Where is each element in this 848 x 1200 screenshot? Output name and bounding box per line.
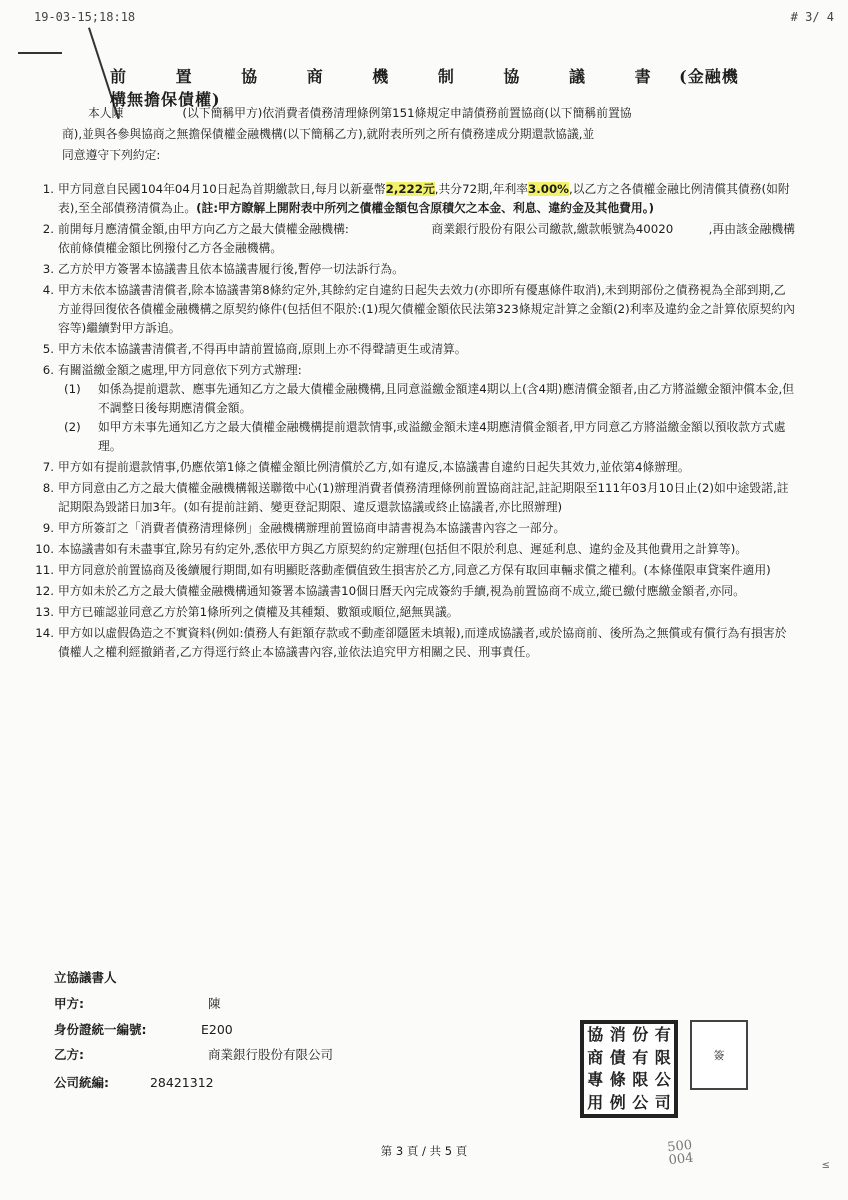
party-a-label: 甲方:: [54, 996, 84, 1011]
clause-7: [34, 458, 796, 477]
clause-number: 3.: [42, 262, 54, 276]
clause-text-part: ,以乙方之各債權金融比例清償其債務(如附表),至全部債務清償為止。: [58, 182, 790, 215]
scan-mark: [18, 52, 62, 54]
seal-char: 專: [587, 1070, 604, 1089]
clause-number: 8.: [42, 481, 54, 495]
bank-seal-stamp: [580, 1020, 678, 1118]
seal-char: 商: [587, 1047, 604, 1067]
seal-char: 限: [654, 1047, 671, 1067]
id-row: [54, 1020, 233, 1038]
clause-5: [34, 340, 796, 359]
party-a-value: 陳: [207, 996, 221, 1011]
party-a-row: [54, 994, 221, 1012]
id-label: 身份證統一編號:: [54, 1022, 147, 1037]
clause-text: 前開每月應清償金額,由甲方向乙方之最大債權金融機構: 商業銀行股份有限公司繳款,繳款帳號為40020 ,再由該金融機構依前條債權金額比例撥付乙方各金融機構。: [58, 222, 795, 255]
clause-6: [34, 361, 796, 456]
clause-number: 12.: [35, 584, 54, 598]
clause-8: [34, 479, 796, 517]
clause-text: 甲方已確認並同意乙方於第1條所列之債權及其種類、數額或順位,絕無異議。: [58, 605, 459, 619]
intro-paragraph: [62, 103, 792, 166]
seal-char: 公: [632, 1092, 649, 1112]
clause-13: [34, 603, 796, 622]
title-main: 前 置 協 商 機 制 協 議 書: [110, 67, 673, 86]
clause-number: 10.: [35, 542, 54, 556]
clause-text: 甲方未依本協議書清償者,不得再申請前置協商,原則上亦不得聲請更生或清算。: [58, 342, 467, 356]
clause-number: 14.: [35, 626, 54, 640]
seal-char: 債: [609, 1047, 626, 1067]
seal2-char: 簽: [713, 1049, 725, 1062]
subclause-number: (1): [64, 382, 81, 396]
seal-char: 公: [654, 1070, 671, 1089]
subclause: [64, 380, 796, 418]
clause-number: 9.: [42, 521, 54, 535]
clause-1: [34, 180, 796, 218]
party-b-value: 商業銀行股份有限公司: [207, 1047, 333, 1062]
subclause-text: 如係為提前還款、應事先通知乙方之最大債權金融機構,且同意溢繳金額達4期以上(含4期)應清償金額者,由乙方將溢繳金額沖償本金,但不調整日後每期應清償金額。: [98, 382, 795, 415]
clause-note: (註:甲方瞭解上開附表中所列之債權金額包含原積欠之本金、利息、違約金及其他費用。): [196, 201, 655, 215]
clause-body: [58, 361, 796, 456]
intro-line: 本人陳 (以下簡稱甲方)依消費者債務清理條例第151條規定申請債務前置協商(以下簡稱前置協: [88, 106, 632, 120]
company-id-value: 28421312: [149, 1075, 214, 1090]
clause-number: 6.: [42, 363, 54, 377]
seal-char: 條: [609, 1070, 626, 1089]
clause-number: 7.: [42, 460, 54, 474]
party-b-label: 乙方:: [54, 1047, 84, 1062]
clause-2: [34, 220, 796, 258]
clause-text: 甲方同意由乙方之最大債權金融機構報送聯徵中心(1)辦理消費者債務清理條例前置協商註記,註記期限至111年03月10日止(2)如中途毀諾,註記期限為毀諾日加3年。(如有提前註銷、變更登記期限、違反還款協議或終止協議者,亦比照辦理): [58, 481, 789, 514]
seal-char: 消: [609, 1025, 626, 1044]
seal-char: 份: [632, 1025, 649, 1044]
clause-text: 乙方於甲方簽署本協議書且依本協議書履行後,暫停一切法訴行為。: [58, 262, 404, 276]
seal-char: 有: [632, 1047, 649, 1067]
clause-text: 甲方同意於前置協商及後續履行期間,如有明顯貶落動產價值致生損害於乙方,同意乙方保有取回車輛求償之權利。(本條僅限車貸案件適用): [58, 563, 771, 577]
clause-text: 有關溢繳金額之處理,甲方同意依下列方式辦理:: [58, 363, 302, 377]
clause-number: 2.: [42, 222, 54, 236]
clause-12: [34, 582, 796, 601]
clause-number: 4.: [42, 283, 54, 297]
intro-line: 商),並與各參與協商之無擔保債權金融機構(以下簡稱乙方),就附表所列之所有債務達成分期還款協議,並: [62, 127, 595, 141]
subclause: [64, 418, 796, 456]
id-value: E200: [200, 1022, 233, 1037]
party-b-row: [54, 1045, 333, 1063]
subclause-number: (2): [64, 420, 81, 434]
title-sub: (金融機構無擔保債權): [110, 67, 739, 109]
clause-9: [34, 519, 796, 538]
subclause-text: 如甲方未事先通知乙方之最大債權金融機構提前還款情事,或溢繳金額未達4期應清償金額者,甲方同意乙方將溢繳金額以預收款方式處理。: [98, 420, 786, 453]
seal-char: 用: [587, 1092, 604, 1112]
clause-14: [34, 624, 796, 662]
clause-number: 11.: [35, 563, 54, 577]
clause-text: [58, 180, 796, 218]
corner-mark: ≤: [821, 1160, 830, 1171]
company-id-row: [54, 1073, 214, 1091]
handwritten-note: 500 004: [666, 1137, 695, 1169]
clause-10: [34, 540, 796, 559]
fax-page-number: # 3/ 4: [790, 10, 834, 24]
page-footer: 第 3 頁 / 共 5 頁: [380, 1144, 468, 1158]
clause-text: 本協議書如有未盡事宜,除另有約定外,悉依甲方與乙方原契約約定辦理(包括但不限於利息、遲延利息、違約金及其他費用之計算等)。: [58, 542, 748, 556]
clause-text: 甲方如未於乙方之最大債權金融機構通知簽署本協議書10個日曆天內完成簽約手續,視為前置協商不成立,縱已繳付應繳金額者,亦同。: [58, 584, 745, 598]
clause-text: 甲方所簽訂之「消費者債務清理條例」金融機構辦理前置協商申請書視為本協議書內容之一部分。: [58, 521, 566, 535]
fax-timestamp: 19-03-15;18:18: [34, 10, 136, 24]
interest-rate: 3.00%: [528, 182, 569, 196]
clause-4: [34, 281, 796, 338]
clause-3: [34, 260, 796, 279]
signatory-heading: 立協議書人: [54, 970, 117, 985]
intro-line: 同意遵守下列約定:: [62, 148, 161, 162]
clause-list: [34, 180, 796, 664]
clause-11: [34, 561, 796, 580]
clause-number: 1.: [42, 182, 54, 196]
clause-number: 13.: [35, 605, 54, 619]
seal-char: 例: [609, 1092, 626, 1112]
clause-text-part: 甲方同意自民國104年04月10日起為首期繳款日,每月以新臺幣: [58, 182, 386, 196]
clause-text: 甲方如有提前還款情事,仍應依第1條之債權金額比例清償於乙方,如有違反,本協議書自違約日起失其效力,並依第4條辦理。: [58, 460, 690, 474]
clause-text: 甲方未依本協議書清償者,除本協議書第8條約定外,其餘約定自違約日起失去效力(亦即所有優惠條件取消),未到期部份之債務視為全部到期,乙方並得回復依各債權金融機構之原契約條件(包括但不限於:(1)現欠債權金額依民法第323條規定計算之金額(2)利率及違約金之計算依原契約內容等)繼續對甲方訴追。: [58, 283, 795, 335]
seal-char: 司: [654, 1092, 671, 1112]
clause-text-part: ,共分72期,年利率: [434, 182, 529, 196]
installment-amount: 2,222元: [385, 182, 435, 196]
seal-char: 限: [632, 1070, 649, 1089]
seal-char: 協: [587, 1025, 604, 1044]
company-id-label: 公司統編:: [54, 1075, 109, 1090]
fax-header: [0, 10, 848, 26]
clause-number: 5.: [42, 342, 54, 356]
clause-text: 甲方如以虛假偽造之不實資料(例如:債務人有鉅額存款或不動產卻隱匿未填報),而達成協議者,或於協商前、後所為之無償或有償行為有損害於債權人之權利經撤銷者,乙方得逕行終止本協議書內容,並依法追究甲方相關之民、刑事責任。: [58, 626, 787, 659]
seal-char: 有: [654, 1025, 671, 1044]
personal-seal-stamp: [690, 1020, 748, 1090]
